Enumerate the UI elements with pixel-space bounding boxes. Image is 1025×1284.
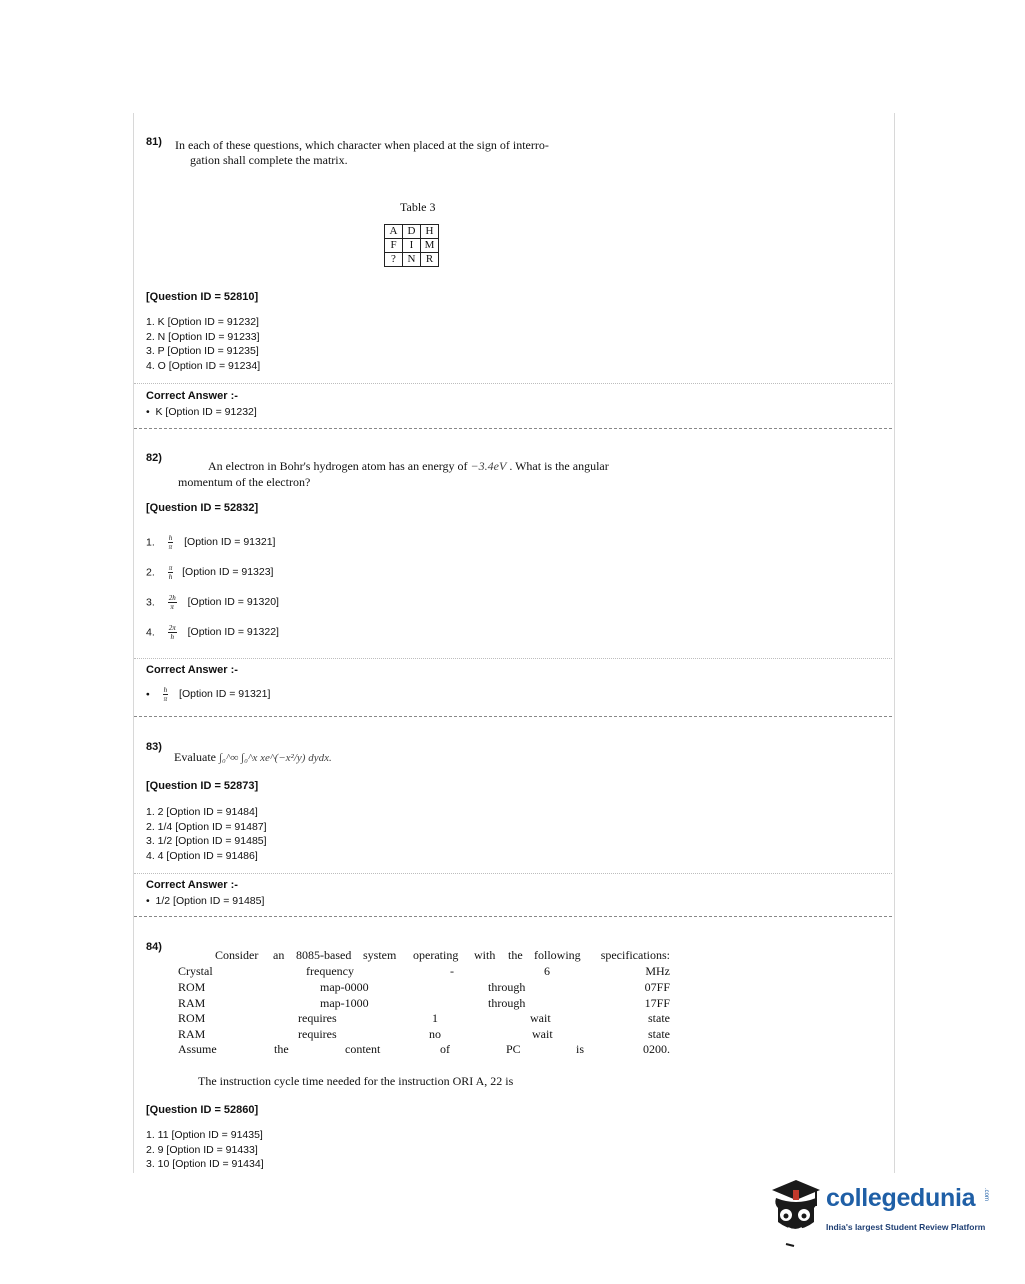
fraction-denominator: π: [168, 543, 173, 551]
question-text-line: momentum of the electron?: [178, 475, 311, 489]
option-item: [146, 594, 279, 611]
integral-expression: ∫₀^∞ ∫₀^x xe^(−x²/y) dydx.: [218, 752, 332, 764]
spec-word: frequency: [306, 964, 354, 978]
spec-row: [178, 964, 670, 980]
student-mascot-icon: [766, 1178, 824, 1248]
question-text: . What is the angular: [509, 459, 609, 473]
divider: [134, 873, 892, 874]
option-item: 4. O [Option ID = 91234]: [146, 360, 261, 372]
spec-word: wait: [530, 1011, 551, 1025]
question-number: 81): [146, 136, 162, 148]
option-number: 4.: [146, 626, 155, 639]
matrix-cell: H: [421, 225, 439, 239]
correct-answer: [146, 406, 257, 418]
spec-row: [178, 1042, 670, 1058]
spec-row: [178, 980, 670, 996]
option-item: 1. K [Option ID = 91232]: [146, 316, 259, 328]
spec-word: through: [488, 996, 526, 1010]
spec-word: Crystal: [178, 964, 213, 978]
option-item: 3. 1/2 [Option ID = 91485]: [146, 835, 267, 847]
spec-word: 6: [544, 964, 550, 978]
question-text-line: gation shall complete the matrix.: [190, 153, 348, 167]
option-item: [146, 624, 279, 641]
spec-word: state: [648, 1011, 670, 1025]
question-separator: [134, 716, 892, 717]
question-text-line: [174, 749, 332, 766]
spec-row: [178, 1027, 670, 1043]
spec-word: ROM: [178, 980, 206, 994]
spec-row: [178, 996, 670, 1012]
option-item: 2. 1/4 [Option ID = 91487]: [146, 821, 267, 833]
spec-word: Consider: [215, 948, 259, 962]
matrix-cell: R: [421, 253, 439, 267]
correct-answer: [146, 895, 264, 907]
spec-word: an: [273, 948, 285, 962]
divider: [134, 658, 892, 659]
matrix-cell: I: [403, 239, 421, 253]
spec-row: [178, 1011, 670, 1027]
fraction-denominator: π: [163, 695, 168, 703]
option-item: 2. N [Option ID = 91233]: [146, 331, 260, 343]
logo-tagline: India's largest Student Review Platform: [826, 1222, 986, 1232]
spec-word: state: [648, 1027, 670, 1041]
spec-word: map-0000: [320, 980, 369, 994]
matrix-cell: F: [385, 239, 403, 253]
question-number: 83): [146, 741, 162, 753]
option-number: 2.: [146, 566, 155, 579]
option-item: 2. 9 [Option ID = 91433]: [146, 1144, 258, 1156]
spec-word: the: [508, 948, 523, 962]
correct-answer-value: 1/2 [Option ID = 91485]: [155, 895, 265, 907]
spec-word: system: [363, 948, 397, 962]
spec-word: requires: [298, 1011, 337, 1025]
spec-word: RAM: [178, 1027, 206, 1041]
matrix-cell: M: [421, 239, 439, 253]
fraction-denominator: h: [170, 633, 174, 641]
fraction-numerator: π: [168, 564, 173, 572]
correct-answer-label: Correct Answer :-: [146, 664, 238, 676]
correct-answer-label: Correct Answer :-: [146, 879, 238, 891]
spec-word: map-1000: [320, 996, 369, 1010]
spec-word: ROM: [178, 1011, 206, 1025]
table-caption: Table 3: [400, 200, 436, 214]
spec-word: operating: [413, 948, 459, 962]
spec-word: RAM: [178, 996, 206, 1010]
spec-word: MHz: [645, 964, 670, 978]
option-id: [Option ID = 91323]: [182, 566, 274, 579]
question-separator: [134, 428, 892, 429]
spec-word: wait: [532, 1027, 553, 1041]
spec-word: is: [576, 1042, 585, 1056]
question-id: [Question ID = 52832]: [146, 502, 259, 514]
question-id: [Question ID = 52873]: [146, 780, 259, 792]
fraction-numerator: h: [163, 686, 168, 694]
correct-answer: [146, 686, 270, 703]
fraction: [168, 534, 174, 551]
spec-word: the: [274, 1042, 289, 1056]
option-id: [Option ID = 91322]: [187, 626, 279, 639]
spec-word: requires: [298, 1027, 337, 1041]
bullet-icon: •: [146, 895, 156, 907]
fraction: [168, 594, 177, 611]
question-id: [Question ID = 52810]: [146, 291, 259, 303]
spec-word: PC: [506, 1042, 521, 1056]
bullet-icon: •: [146, 406, 156, 418]
option-id: [Option ID = 91321]: [184, 536, 276, 549]
spec-word: -: [450, 964, 454, 978]
spec-word: specifications:: [600, 948, 670, 962]
option-number: 3.: [146, 596, 155, 609]
energy-value: −3.4eV: [470, 459, 507, 473]
spec-word: of: [440, 1042, 450, 1056]
fraction-numerator: 2π: [168, 624, 176, 632]
question-text-line: [208, 458, 609, 474]
spec-word: 07FF: [644, 980, 670, 994]
question-text: Evaluate: [174, 750, 216, 764]
option-number: 1.: [146, 536, 155, 549]
spec-word: following: [534, 948, 581, 962]
letter-matrix: [384, 224, 439, 267]
option-item: 3. 10 [Option ID = 91434]: [146, 1158, 264, 1170]
fraction-numerator: h: [168, 534, 173, 542]
question-text-line: In each of these questions, which character when placed at the sign of interro-: [175, 138, 549, 152]
spec-word: 17FF: [644, 996, 670, 1010]
collegedunia-logo: [766, 1178, 996, 1248]
fraction-denominator: h: [168, 573, 173, 581]
question-text-line: The instruction cycle time needed for the instruction ORI A, 22 is: [198, 1074, 514, 1088]
spec-word: 1: [432, 1011, 438, 1025]
bullet-icon: •: [146, 688, 150, 701]
matrix-cell: D: [403, 225, 421, 239]
option-item: 4. 4 [Option ID = 91486]: [146, 850, 258, 862]
matrix-cell: A: [385, 225, 403, 239]
logo-wordmark: collegedunia: [826, 1184, 976, 1212]
question-number: 84): [146, 941, 162, 953]
spec-word: content: [345, 1042, 381, 1056]
question-id: [Question ID = 52860]: [146, 1104, 259, 1116]
spec-word: 8085-based: [296, 948, 352, 962]
fraction: [163, 686, 169, 703]
option-item: [146, 564, 273, 581]
correct-answer-value: K [Option ID = 91232]: [155, 406, 257, 418]
fraction-denominator: π: [170, 603, 174, 611]
option-item: [146, 534, 275, 551]
correct-answer-label: Correct Answer :-: [146, 390, 238, 402]
question-text: An electron in Bohr's hydrogen atom has an energy of: [208, 459, 468, 473]
fraction-numerator: 2h: [168, 594, 176, 602]
matrix-cell: N: [403, 253, 421, 267]
spec-word: 0200.: [643, 1042, 670, 1056]
spec-word: with: [474, 948, 496, 962]
fraction: [168, 624, 177, 641]
spec-word: no: [429, 1027, 441, 1041]
fraction: [168, 564, 174, 581]
correct-answer-value: [Option ID = 91321]: [179, 688, 271, 701]
option-item: 1. 2 [Option ID = 91484]: [146, 806, 258, 818]
matrix-cell: ?: [385, 253, 403, 267]
spec-row: [178, 948, 670, 964]
question-separator: [134, 916, 892, 917]
option-item: 3. P [Option ID = 91235]: [146, 345, 259, 357]
divider: [134, 383, 892, 384]
spec-word: Assume: [178, 1042, 217, 1056]
logo-suffix: .com: [983, 1188, 989, 1202]
spec-word: through: [488, 980, 526, 994]
option-item: 1. 11 [Option ID = 91435]: [146, 1129, 263, 1141]
option-id: [Option ID = 91320]: [187, 596, 279, 609]
question-number: 82): [146, 452, 162, 464]
